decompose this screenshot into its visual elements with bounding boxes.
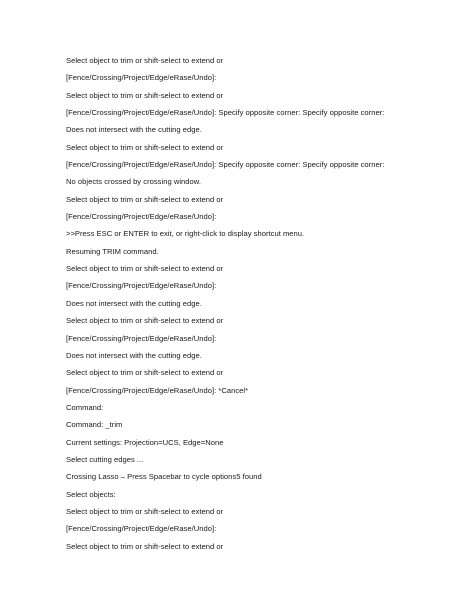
- text-line: Select object to trim or shift-select to extend or: [66, 541, 224, 551]
- text-line: [Fence/Crossing/Project/Edge/eRase/Undo]:: [66, 524, 217, 534]
- text-line: Select object to trim or shift-select to extend or: [66, 316, 224, 326]
- text-line: No objects crossed by crossing window.: [66, 177, 201, 187]
- text-line: [Fence/Crossing/Project/Edge/eRase/Undo]:: [66, 333, 217, 343]
- text-line: Select cutting edges ...: [66, 454, 144, 464]
- text-line: Select object to trim or shift-select to extend or: [66, 90, 224, 100]
- command-history-text: [66, 52, 466, 555]
- text-line: [Fence/Crossing/Project/Edge/eRase/Undo]:: [66, 281, 217, 291]
- text-line: Command: _trim: [66, 420, 123, 430]
- text-line: Select object to trim or shift-select to extend or: [66, 368, 224, 378]
- text-line: Command:: [66, 402, 104, 412]
- text-line: Does not intersect with the cutting edge.: [66, 350, 202, 360]
- text-line: >>Press ESC or ENTER to exit, or right-click to display shortcut menu.: [66, 229, 305, 239]
- text-line: Crossing Lasso – Press Spacebar to cycle options5 found: [66, 472, 262, 482]
- text-line: Select object to trim or shift-select to extend or: [66, 506, 224, 516]
- text-line: [Fence/Crossing/Project/Edge/eRase/Undo]: Specify opposite corner: Specify opposite corner:: [66, 108, 385, 118]
- text-line: Select object to trim or shift-select to extend or: [66, 194, 224, 204]
- text-line: Does not intersect with the cutting edge.: [66, 298, 202, 308]
- text-line: Resuming TRIM command.: [66, 246, 159, 256]
- text-line: Select object to trim or shift-select to extend or: [66, 264, 224, 274]
- text-line: Select object to trim or shift-select to extend or: [66, 142, 224, 152]
- text-line: [Fence/Crossing/Project/Edge/eRase/Undo]:: [66, 73, 217, 83]
- text-line: [Fence/Crossing/Project/Edge/eRase/Undo]: Specify opposite corner: Specify opposite corner:: [66, 160, 385, 170]
- text-line: Current settings: Projection=UCS, Edge=None: [66, 437, 224, 447]
- text-line: Select object to trim or shift-select to extend or: [66, 56, 224, 65]
- text-line: Does not intersect with the cutting edge.: [66, 125, 202, 135]
- text-line: [Fence/Crossing/Project/Edge/eRase/Undo]: *Cancel*: [66, 385, 249, 395]
- text-line: Select objects:: [66, 489, 116, 499]
- text-line: [Fence/Crossing/Project/Edge/eRase/Undo]:: [66, 212, 217, 222]
